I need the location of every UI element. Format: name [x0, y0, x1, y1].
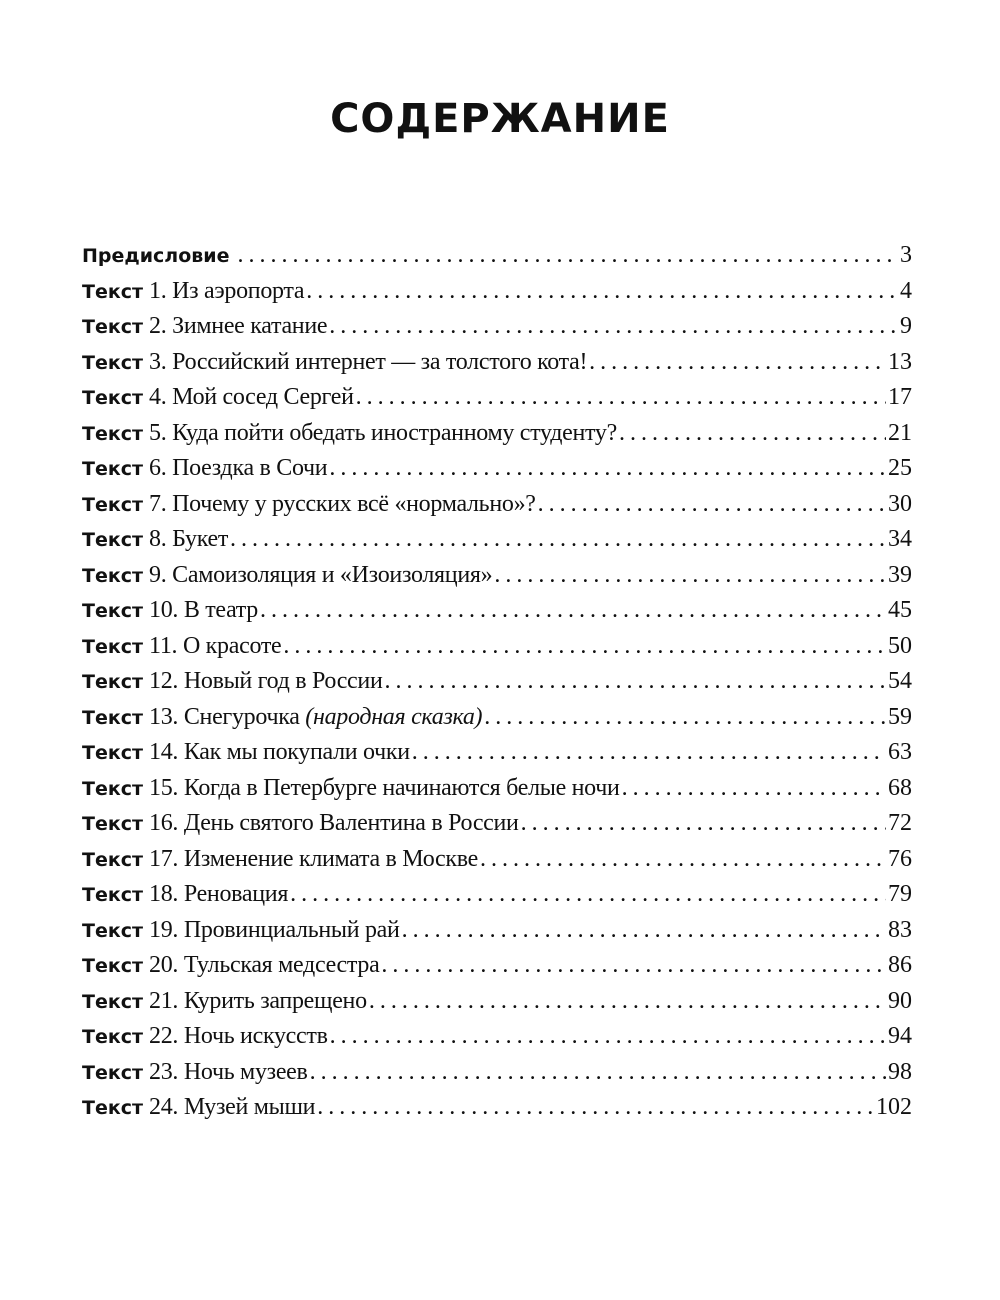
toc-entry[interactable]	[82, 420, 912, 456]
toc-entry[interactable]	[82, 704, 912, 740]
entry-title-text: 3. Российский интернет — за толстого кота!	[149, 348, 588, 375]
entry-prefix: Текст	[82, 1097, 144, 1119]
page-number: 76	[888, 845, 912, 872]
dot-leader	[238, 242, 898, 269]
toc-entry[interactable]	[82, 278, 912, 314]
entry-title	[149, 562, 492, 589]
entry-title	[149, 597, 258, 624]
entry-prefix: Текст	[82, 1061, 144, 1084]
entry-prefix: Текст	[82, 848, 144, 871]
dot-leader	[330, 1023, 886, 1050]
page-number: 59	[888, 703, 912, 730]
entry-prefix: Текст	[82, 458, 144, 480]
entry-prefix: Текст	[82, 316, 144, 338]
page-number: 102	[876, 1094, 912, 1120]
entry-prefix: Текст	[82, 955, 144, 977]
toc-entry[interactable]	[82, 917, 912, 953]
toc-entry[interactable]	[82, 313, 912, 349]
toc-entry[interactable]	[82, 349, 912, 385]
entry-title-text: 14. Как мы покупали очки	[149, 739, 410, 765]
page-number: 94	[888, 1023, 912, 1049]
entry-title-text: 15. Когда в Петербурге начинаются белые ночи	[149, 774, 620, 801]
preface-label: Предисловие	[82, 245, 230, 267]
entry-title	[149, 1059, 308, 1086]
toc-entry[interactable]	[82, 1094, 912, 1130]
entry-prefix: Текст	[82, 280, 144, 303]
entry-title-text: 6. Поездка в Сочи	[149, 455, 328, 481]
page-number: 50	[888, 632, 912, 659]
entry-title	[149, 775, 620, 802]
dot-leader	[381, 952, 886, 979]
page-number: 17	[888, 384, 912, 410]
entry-title	[149, 810, 519, 837]
entry-title	[149, 917, 400, 944]
entry-title	[149, 668, 382, 695]
entry-prefix: Текст	[82, 813, 144, 835]
toc-entry[interactable]	[82, 491, 912, 527]
toc-entry[interactable]	[82, 739, 912, 775]
toc-entry[interactable]	[82, 952, 912, 988]
toc-entry[interactable]	[82, 597, 912, 633]
toc-entry[interactable]	[82, 881, 912, 917]
toc-entry[interactable]	[82, 1059, 912, 1095]
entry-prefix: Текст	[82, 422, 144, 445]
entry-title-text: 8. Букет	[149, 526, 229, 552]
dot-leader	[290, 881, 886, 908]
page-number: 21	[888, 419, 912, 446]
page-number: 98	[888, 1058, 912, 1085]
page-number: 13	[888, 348, 912, 375]
dot-leader	[622, 775, 886, 802]
entry-prefix: Текст	[82, 351, 144, 374]
entry-title	[149, 952, 379, 979]
dot-leader	[412, 739, 886, 766]
page-number: 9	[900, 313, 912, 339]
dot-leader	[306, 278, 898, 305]
dot-leader	[369, 988, 886, 1015]
dot-leader	[589, 349, 886, 376]
toc-entry[interactable]	[82, 633, 912, 669]
dot-leader	[402, 917, 886, 944]
entry-prefix: Текст	[82, 671, 144, 693]
dot-leader	[538, 491, 886, 518]
page-number: 54	[888, 668, 912, 694]
entry-title	[149, 739, 410, 766]
page-number: 4	[900, 277, 912, 304]
entry-prefix: Текст	[82, 1026, 144, 1048]
toc-entry[interactable]	[82, 668, 912, 704]
entry-title	[149, 313, 327, 340]
entry-title-text: 10. В театр	[149, 597, 258, 623]
page-number: 30	[888, 490, 912, 517]
entry-prefix: Текст	[82, 635, 144, 658]
page-number: 39	[888, 561, 912, 588]
entry-prefix: Текст	[82, 387, 144, 409]
entry-prefix: Текст	[82, 990, 144, 1013]
page-number: 83	[888, 916, 912, 943]
dot-leader	[283, 633, 886, 660]
toc-entry[interactable]	[82, 810, 912, 846]
page-number: 25	[888, 455, 912, 481]
entry-title	[149, 491, 536, 518]
entry-title-text: 12. Новый год в России	[149, 668, 383, 694]
entry-title	[149, 420, 617, 447]
entry-prefix: Текст	[82, 529, 144, 551]
entry-title-text: 11. О красоте	[149, 632, 282, 659]
entry-title-text: 18. Реновация	[149, 881, 289, 907]
page-number: 45	[888, 597, 912, 623]
entry-title-text: 24. Музей мыши	[149, 1094, 316, 1120]
entry-title	[149, 881, 288, 908]
entry-title	[149, 1023, 328, 1050]
page-number: 79	[888, 881, 912, 907]
page-number: 3	[900, 242, 912, 268]
toc-entry[interactable]	[82, 384, 912, 420]
entry-title	[149, 633, 281, 660]
dot-leader	[260, 597, 886, 624]
entry-title-text: 9. Самоизоляция и «Изоизоляция»	[149, 561, 493, 588]
entry-title-text: 16. День святого Валентина в России	[149, 810, 519, 836]
page-number: 68	[888, 774, 912, 801]
toc-entry[interactable]	[82, 775, 912, 811]
table-of-contents	[82, 242, 912, 1130]
dot-leader	[356, 384, 886, 411]
entry-title	[149, 1094, 315, 1121]
toc-entry[interactable]	[82, 562, 912, 598]
entry-title-text: 5. Куда пойти обедать иностранному студенту?	[149, 419, 617, 446]
entry-prefix: Текст	[82, 884, 144, 906]
dot-leader	[230, 526, 886, 553]
entry-title	[149, 278, 304, 305]
entry-title-text: 2. Зимнее катание	[149, 313, 328, 339]
entry-title-text: 21. Курить запрещено	[149, 987, 367, 1014]
entry-note: (народная сказка)	[305, 703, 483, 730]
page-number: 86	[888, 952, 912, 978]
entry-title	[149, 526, 228, 553]
dot-leader	[310, 1059, 886, 1086]
entry-title	[149, 384, 354, 411]
entry-title-text: 23. Ночь музеев	[149, 1058, 308, 1085]
dot-leader	[480, 846, 886, 873]
entry-title	[149, 988, 367, 1015]
toc-entry-preface[interactable]	[82, 242, 912, 278]
toc-entry[interactable]	[82, 988, 912, 1024]
dot-leader	[329, 313, 898, 340]
entry-title-text: 4. Мой сосед Сергей	[149, 384, 354, 410]
entry-prefix: Текст	[82, 919, 144, 942]
page-title: СОДЕРЖАНИЕ	[330, 96, 670, 142]
toc-entry[interactable]	[82, 526, 912, 562]
page-number: 34	[888, 526, 912, 552]
dot-leader	[619, 420, 886, 447]
page-number: 72	[888, 810, 912, 836]
dot-leader	[385, 668, 886, 695]
entry-prefix: Текст	[82, 493, 144, 516]
entry-prefix: Текст	[82, 600, 144, 622]
entry-title	[149, 455, 327, 482]
entry-title-text: 17. Изменение климата в Москве	[149, 845, 478, 872]
entry-title-text: 22. Ночь искусств	[149, 1023, 328, 1049]
dot-leader	[317, 1094, 874, 1121]
entry-title	[149, 846, 478, 873]
entry-prefix: Текст	[82, 706, 144, 729]
entry-title	[149, 349, 587, 376]
entry-title-text: 7. Почему у русских всё «нормально»?	[149, 490, 536, 517]
entry-title-text: 13. Снегурочка	[149, 703, 300, 730]
entry-prefix: Текст	[82, 742, 144, 764]
entry-title-text: 1. Из аэропорта	[149, 277, 305, 304]
toc-entry[interactable]	[82, 846, 912, 882]
entry-prefix: Текст	[82, 564, 144, 587]
entry-title-text: 19. Провинциальный рай	[149, 916, 400, 943]
page-number: 63	[888, 739, 912, 765]
entry-title	[149, 704, 482, 731]
entry-title-text: 20. Тульская медсестра	[149, 952, 380, 978]
dot-leader	[484, 704, 886, 731]
dot-leader	[521, 810, 886, 837]
dot-leader	[329, 455, 886, 482]
toc-entry[interactable]	[82, 1023, 912, 1059]
toc-entry[interactable]	[82, 455, 912, 491]
page-number: 90	[888, 987, 912, 1014]
dot-leader	[494, 562, 886, 589]
entry-prefix: Текст	[82, 777, 144, 800]
